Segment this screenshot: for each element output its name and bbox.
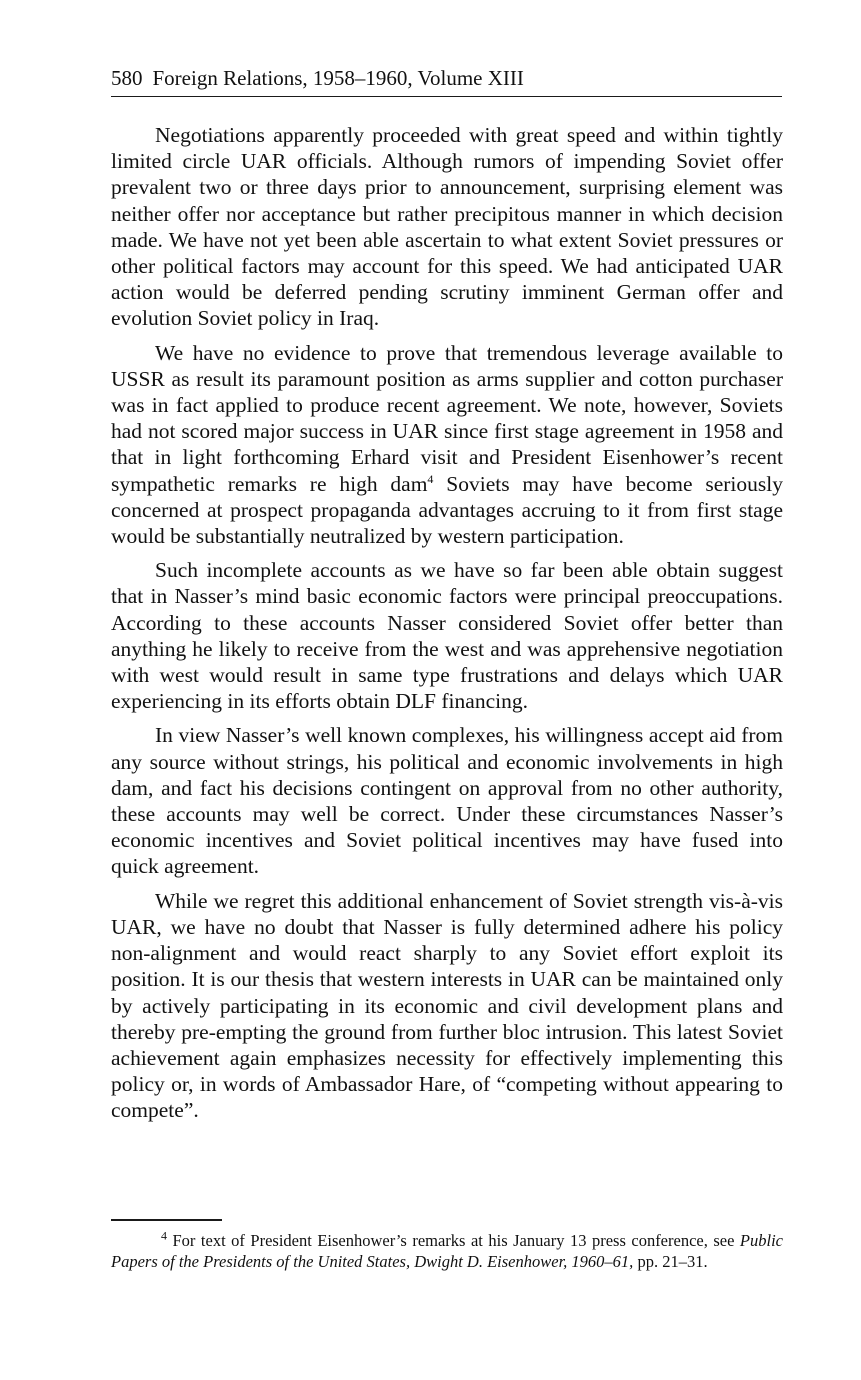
page-number: 580 <box>111 66 143 90</box>
paragraph-complexes: In view Nasser’s well known complexes, his willingness accept aid from any source without strings, his political and economic involvements in high dam, and fact his decisions contingent on approval from no other authority, these accounts may well be correct. Under these circumstances Nasser’s economic incentives and Soviet political incentives may have fused into quick agreement. <box>111 723 783 879</box>
footnote-pages: pp. 21–31. <box>633 1252 708 1271</box>
footnote-citation-title: Public Papers of the Presidents of the United States, Dwight D. Eisenhower, 1960–61, <box>111 1231 783 1271</box>
paragraph-accounts: Such incomplete accounts as we have so far been able obtain suggest that in Nasser’s mind basic economic factors were principal preoccupations. According to these accounts Nasser considered Soviet offer better than anything he likely to receive from the west and was apprehensive negotiation with west would result in same type frustrations and delays which UAR experiencing in its efforts obtain DLF financing. <box>111 558 783 714</box>
paragraph-leverage-text: We have no evidence to prove that tremendous leverage available to USSR as result its paramount position as arms supplier and cotton purchaser was in fact applied to produce recent agreement. We note, however, Soviets had not scored major success in UAR since first stage agreement in 1958 and that in light forthcoming Erhard visit and President Eisenhower’s recent sympathetic remarks re high dam <box>111 340 783 496</box>
volume-title: Foreign Relations, 1958–1960, Volume XIII <box>152 66 524 90</box>
footnote-reference[interactable]: 4 <box>427 471 434 486</box>
footnote <box>111 1230 783 1272</box>
paragraph-leverage-continuation: Soviets may have become seriously concerned at prospect propaganda advantages accruing to it from first stage would be substantially neutralized by western participation. <box>111 471 783 549</box>
running-head <box>111 64 782 97</box>
body-text <box>111 122 783 1132</box>
paragraph-conclusion: While we regret this additional enhancement of Soviet strength vis-à-vis UAR, we have no doubt that Nasser is fully determined adhere his policy non-alignment and would react sharply to any Soviet effort exploit its position. It is our thesis that western interests in UAR can be maintained only by actively participating in its economic and civil development plans and thereby pre-empting the ground from further bloc intrusion. This latest Soviet achievement again emphasizes necessity for effectively implementing this policy or, in words of Ambassador Hare, of “competing without appearing to compete”. <box>111 888 783 1123</box>
paragraph-leverage <box>111 340 783 550</box>
footnote-divider <box>111 1219 222 1221</box>
paragraph-negotiations: Negotiations apparently proceeded with great speed and within tightly limited circle UAR officials. Although rumors of impending Soviet offer prevalent two or three days prior to announcement, surprising element was neither offer nor acceptance but rather precipitous manner in which decision made. We have not yet been able ascertain to what extent Soviet pressures or other political factors may account for this speed. We had anticipated UAR action would be deferred pending scrutiny imminent German offer and evolution Soviet policy in Iraq. <box>111 123 783 331</box>
footnote-text: For text of President Eisenhower’s remarks at his January 13 press conference, see <box>167 1231 740 1250</box>
footnote-marker: 4 <box>161 1228 167 1243</box>
